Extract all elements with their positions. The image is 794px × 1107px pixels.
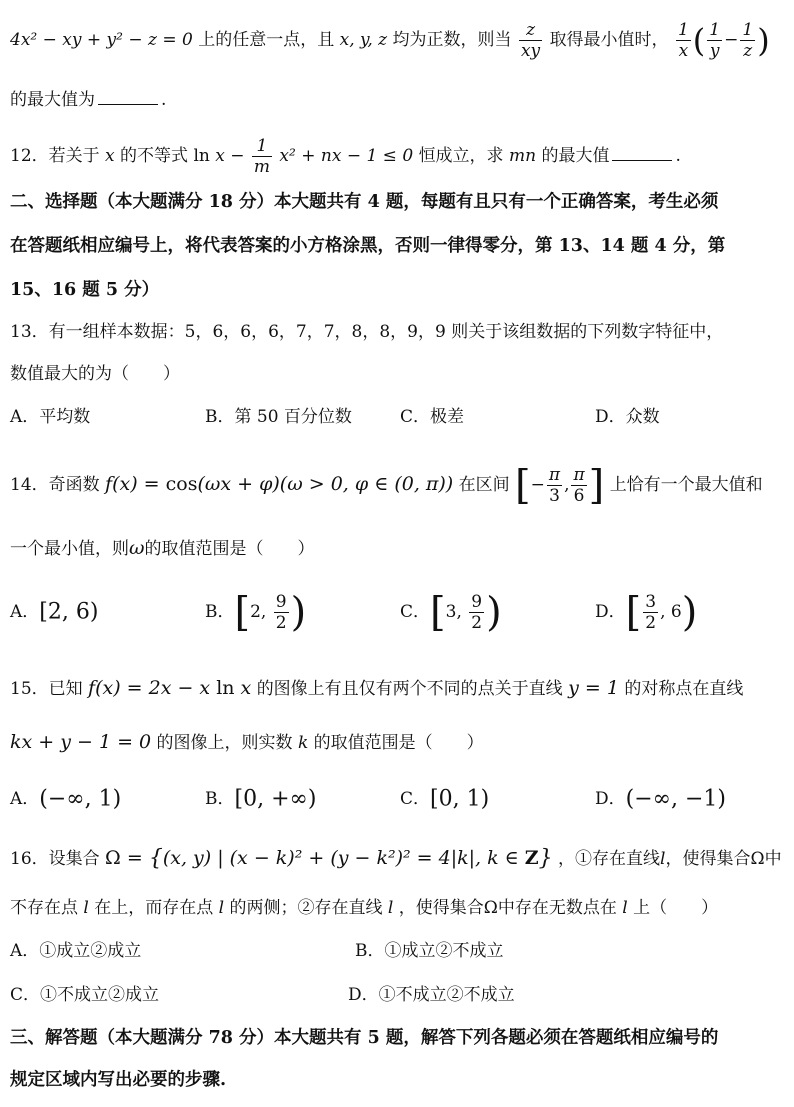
q14-line2-a: 一个最小值，则	[10, 539, 129, 559]
q13-option-a[interactable]: A．平均数	[10, 407, 91, 427]
q11-text-a: 上的任意一点，且	[198, 30, 335, 50]
q15-line-y1: y = 1	[568, 677, 619, 699]
q16-line2-a: 不存在点	[10, 898, 78, 918]
q16-line-2: 不存在点 l 在上，而存在点 l 的两侧；②存在直线 l ，使得集合Ω中存在无数点在 l 上（ ）	[10, 898, 719, 918]
q11-text-b: 均为正数，则当	[392, 30, 512, 50]
q16-l-5: l	[622, 898, 628, 918]
q15-line-eq: kx + y − 1 = 0	[10, 731, 152, 753]
q14-option-c[interactable]: C．[3, $\frac{9}{2}$ )	[400, 589, 502, 636]
q11-frac-1-over-x: $\frac{1}{x}$	[677, 20, 689, 61]
q14-frac-pi-3: $\frac{\pi}{3}$	[548, 465, 561, 506]
q15-options	[10, 784, 784, 814]
q16-options-row-1	[10, 936, 784, 966]
q11-frac-z-over-xy: $\frac{z}{xy}$	[520, 20, 541, 61]
q14-text-a: 在区间	[458, 475, 510, 495]
q11-text-d: 的最大值为	[10, 90, 95, 110]
q15-line-1	[10, 672, 784, 705]
q15-label-d: D．	[595, 789, 626, 809]
q14-options	[10, 582, 784, 642]
q11-line-1: 4x² − xy + y² − z = 0 上的任意一点，且 x, y, z 均为正数，则当 $\frac{z}{xy}$ 取得最小值时， $\frac{1}{x}$ ( $\frac{1}{y}$ − $\frac{1}{z}$ )	[10, 20, 770, 61]
q16-line2-e: 中存在无数点在	[497, 898, 617, 918]
q12-mn: mn	[508, 146, 537, 166]
q16-l-4: l	[387, 898, 394, 918]
q14-option-b[interactable]: B．[2, $\frac{9}{2}$ )	[205, 589, 307, 636]
q11-vars: x, y, z	[339, 30, 388, 50]
q16-l-3: l	[218, 898, 225, 918]
q14-number: 14．奇函数	[10, 475, 100, 495]
section3-line-2: 规定区域内写出必要的步骤.	[10, 1070, 227, 1090]
q14-omega: ω	[129, 537, 145, 559]
q15-text-a: 的图像上有且仅有两个不同的点关于直线	[256, 679, 563, 699]
q14-option-a[interactable]: A．[2, 6)	[10, 599, 99, 625]
q15-k: k	[297, 733, 309, 753]
q12-text-a: 的不等式	[120, 146, 189, 166]
q16-l-1: l	[660, 849, 666, 869]
q15-label-b: B．	[205, 789, 235, 809]
q16-options-row-2	[10, 980, 784, 1010]
q15-label-a: A．	[10, 789, 40, 809]
q13-options	[10, 402, 784, 432]
q15-text-c: 的图像上，则实数	[156, 733, 293, 753]
q15-number: 15．已知	[10, 679, 83, 699]
q13-option-b[interactable]: B．第 50 百分位数	[205, 407, 352, 427]
q14-label-c: C．	[400, 602, 431, 622]
q16-line-1: 16．设集合 Ω = {(x, y) | (x − k)² + (y − k²)² = 4|k|, k ∈ Z} ，①存在直线l，使得集合Ω中	[10, 846, 782, 871]
q15-line-2	[10, 726, 784, 759]
q14-option-d[interactable]: D．[ $\frac{3}{2}$ , 6)	[595, 589, 698, 636]
q13-line-2: 数值最大的为（ ）	[10, 364, 180, 384]
q14-line-2	[10, 536, 784, 561]
q11-text-c: 取得最小值时，	[549, 30, 669, 50]
q16-option-b[interactable]: B．①成立②不成立	[355, 941, 504, 961]
q14-line-1: 14．奇函数 f(x) = cos(ωx + φ)(ω > 0, φ ∈ (0, π)) 在区间 [− $\frac{\pi}{3}$ , $\frac{\pi}{6}$ ] 上恰有一个最大值和	[10, 462, 763, 509]
q13-line-1: 13．有一组样本数据：5，6，6，6，7，7，8，8，9，9 则关于该组数据的下列数字特征中，	[10, 322, 724, 342]
q11-equation: 4x² − xy + y² − z = 0	[10, 30, 193, 50]
q15-option-d[interactable]: D．(−∞, −1)	[595, 786, 726, 812]
q13-option-c[interactable]: C．极差	[400, 407, 465, 427]
q16-text-a: ，①存在直线	[558, 849, 661, 869]
q15-text-b: 的对称点在直线	[624, 679, 744, 699]
q16-option-c[interactable]: C．①不成立②成立	[10, 985, 160, 1005]
section2-line-2: 在答题纸相应编号上，将代表答案的小方格涂黑，否则一律得零分，第 13、14 题 4 分，第	[10, 236, 726, 256]
q15-option-c[interactable]: C．[0, 1)	[400, 786, 490, 812]
q14-line2-b: 的取值范围是（ ）	[144, 539, 315, 559]
q11-line-2	[10, 88, 784, 112]
q16-line2-d: ，使得集合	[398, 898, 484, 918]
q12-end: .	[675, 146, 681, 166]
q14-label-d: D．	[595, 602, 626, 622]
q12-answer-blank[interactable]	[612, 160, 672, 161]
q14-function: f(x) = cos(ωx + φ)(ω > 0, φ ∈ (0, π))	[105, 473, 454, 495]
q15-label-c: C．	[400, 789, 431, 809]
q15-option-b[interactable]: B．[0, +∞)	[205, 786, 317, 812]
section2-line-3: 15、16 题 5 分）	[10, 280, 160, 300]
q11-end: .	[161, 90, 167, 110]
q11-frac-1-over-y: $\frac{1}{y}$	[709, 20, 721, 61]
section2-line-1: 二、选择题（本大题满分 18 分）本大题共有 4 题，每题有且只有一个正确答案，考生必须	[10, 192, 719, 212]
q12-text-c: 的最大值	[541, 146, 610, 166]
q16-text-b: ，使得集合	[665, 849, 751, 869]
q16-option-a[interactable]: A．①成立②成立	[10, 941, 142, 961]
q14-label-a: A．	[10, 602, 40, 622]
q11-frac-1-over-z: $\frac{1}{z}$	[742, 20, 754, 61]
q14-text-b: 上恰有一个最大值和	[609, 475, 763, 495]
q16-l-2: l	[83, 898, 89, 918]
q12-inequality: ln x − $\frac{1}{m}$ x² + nx − 1 ≤ 0	[193, 136, 414, 177]
q15-text-d: 的取值范围是（ ）	[313, 733, 484, 753]
q16-number: 16．设集合	[10, 849, 100, 869]
q16-line2-f: 上（ ）	[633, 898, 719, 918]
q14-label-b: B．	[205, 602, 235, 622]
q12-number: 12．若关于	[10, 146, 100, 166]
q16-option-d[interactable]: D．①不成立②不成立	[348, 985, 515, 1005]
q12-text-b: 恒成立，求	[418, 146, 504, 166]
q16-set-definition: Ω = {(x, y) | (x − k)² + (y − k²)² = 4|k|, k ∈ Z}	[105, 846, 553, 871]
q15-option-a[interactable]: A．(−∞, 1)	[10, 786, 122, 812]
q16-line2-c: 的两侧；②存在直线	[229, 898, 383, 918]
section3-line-1: 三、解答题（本大题满分 78 分）本大题共有 5 题，解答下列各题必须在答题纸相应编号的	[10, 1028, 719, 1048]
q13-option-d[interactable]: D．众数	[595, 407, 660, 427]
q14-frac-pi-6: $\frac{\pi}{6}$	[573, 465, 585, 506]
q15-function: f(x) = 2x − x ln x	[88, 677, 252, 699]
q16-text-c: 中	[764, 849, 782, 869]
q12-line	[10, 134, 784, 178]
q11-answer-blank[interactable]	[98, 104, 158, 105]
q16-line2-b: 在上，而存在点	[94, 898, 214, 918]
q12-x: x	[105, 146, 115, 166]
